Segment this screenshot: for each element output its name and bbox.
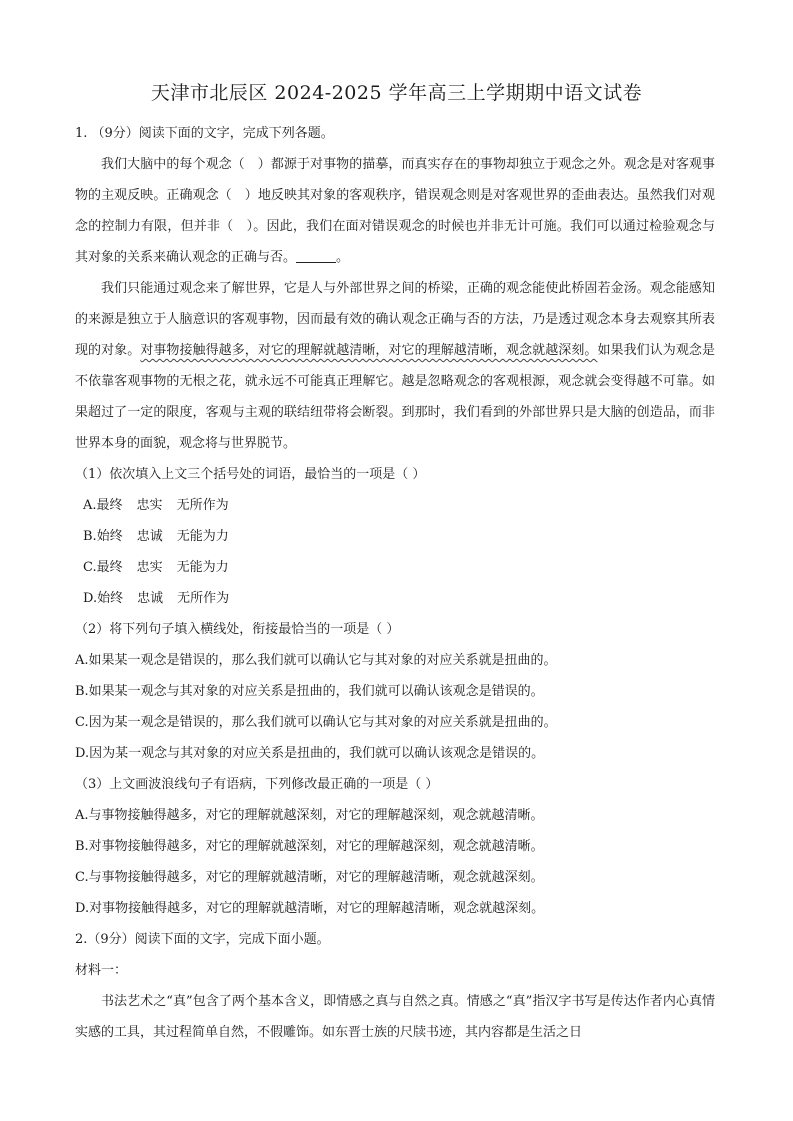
option-label: C. [83,560,97,575]
fill-in-blank-line [296,248,336,263]
passage-paragraph-1-end: 。 [336,250,350,265]
sub-question-1-option-b [75,521,715,552]
sub-question-1-stem: （1）依次填入上文三个括号处的词语，最恰当的一项是（ ） [75,467,426,482]
option-word-3: 无所作为 [176,498,229,513]
sub-question-1-option-a [75,490,715,521]
option-word-1: 始终 [97,591,124,606]
page-title: 天津市北辰区 2024-2025 学年高三上学期期中语文试卷 [150,82,643,104]
option-label: A. [83,498,97,513]
material-paragraph-1: 书法艺术之“真”包含了两个基本含义，即情感之真与自然之真。情感之“真”指汉字书写是传达作者内心真情实感的工具，其过程简单自然，不假雕饰。如东晋士族的尺牍书迹，其内容都是生活之日 [75,994,715,1040]
sub-question-2-option-a: A.如果某一观念是错误的，那么我们就可以确认它与其对象的对应关系就是扭曲的。 [75,653,557,668]
passage-paragraph-1-text: 我们大脑中的每个观念（ ）都源于对事物的描摹，而真实存在的事物却独立于观念之外。观念是对客观事物的主观反映。正确观念（ ）地反映其对象的客观秩序，错误观念则是对客观世界的歪曲表达。虽然我们对观念的控制力有限，但并非（ ）。因此，我们在面对错误观念的时候也并非无计可施。我们可以通过检验观念与其对象的关系来确认观念的正确与否。 [75,157,715,265]
material-label: 材料一： [75,963,128,978]
option-word-2: 忠诚 [136,529,163,544]
option-word-2: 忠诚 [137,591,164,606]
option-word-2: 忠实 [136,560,163,575]
sub-question-3-stem: （3）上文画波浪线句子有语病，下列修改最正确的一项是（ ） [75,777,439,792]
sub-question-1-option-d [75,583,715,614]
sub-question-3-option-a: A.与事物接触得越多，对它的理解就越深刻，对它的理解越深刻，观念就越清晰。 [75,808,544,823]
option-label: D. [83,591,98,606]
sub-question-3-option-b: B.对事物接触得越多，对它的理解就越深刻，对它的理解越深刻，观念就越清晰。 [75,839,544,854]
sub-question-1-option-c [75,552,715,583]
document-body [75,118,715,1048]
question-1-header: 1. （9分）阅读下面的文字，完成下列各题。 [75,126,334,141]
sub-question-3-option-c: C.与事物接触得越多，对它的理解就越清晰，对它的理解越清晰，观念就越深刻。 [75,870,544,885]
option-word-1: 最终 [96,498,123,513]
option-word-2: 忠实 [136,498,163,513]
question-2-header: 2.（9分）阅读下面的文字，完成下面小题。 [75,932,330,947]
sub-question-2-stem: （2）将下列句子填入横线处，衔接最恰当的一项是（ ） [75,622,400,637]
option-word-3: 无能为力 [176,529,229,544]
sub-question-2-option-b: B.如果某一观念与其对象的对应关系是扭曲的，我们就可以确认该观念是错误的。 [75,684,544,699]
passage-paragraph-1 [75,149,715,273]
sub-question-2-option-c: C.因为某一观念是错误的，那么我们就可以确认它与其对象的对应关系就是扭曲的。 [75,715,557,730]
option-label: B. [83,529,97,544]
option-word-1: 最终 [96,560,123,575]
sub-question-3-option-d: D.对事物接触得越多，对它的理解就越清晰，对它的理解越清晰，观念就越深刻。 [75,901,545,916]
passage-paragraph-2-part-a: 我们只能通过观念来了解世界，它是人与外部世界之间的桥梁，正确的观念能使此桥固若金汤。观念能感知的来源是独立于人脑意识的客观事物，因而最有效的确认观念正确与否的方法，乃是透过观念本身去观察其所表现的对象。 [75,281,715,358]
option-word-3: 无能为力 [176,560,229,575]
option-word-3: 无所作为 [177,591,230,606]
passage-paragraph-2 [75,273,715,459]
wavy-underlined-sentence: 对事物接触得越多，对它的理解就越清晰，对它的理解越清晰，观念就越深刻。 [140,343,598,358]
sub-question-2-option-d: D.因为某一观念与其对象的对应关系是扭曲的，我们就可以确认该观念是错误的。 [75,746,545,761]
passage-paragraph-2-part-b: 如果我们认为观念是不依靠客观事物的无根之花，就永远不可能真正理解它。越是忽略观念的客观根源，观念就会变得越不可靠。如果超过了一定的限度，客观与主观的联结纽带将会断裂。到那时，我们看到的外部世界只是大脑的创造品，而非世界本身的面貌，观念将与世界脱节。 [75,343,715,451]
option-word-1: 始终 [96,529,123,544]
